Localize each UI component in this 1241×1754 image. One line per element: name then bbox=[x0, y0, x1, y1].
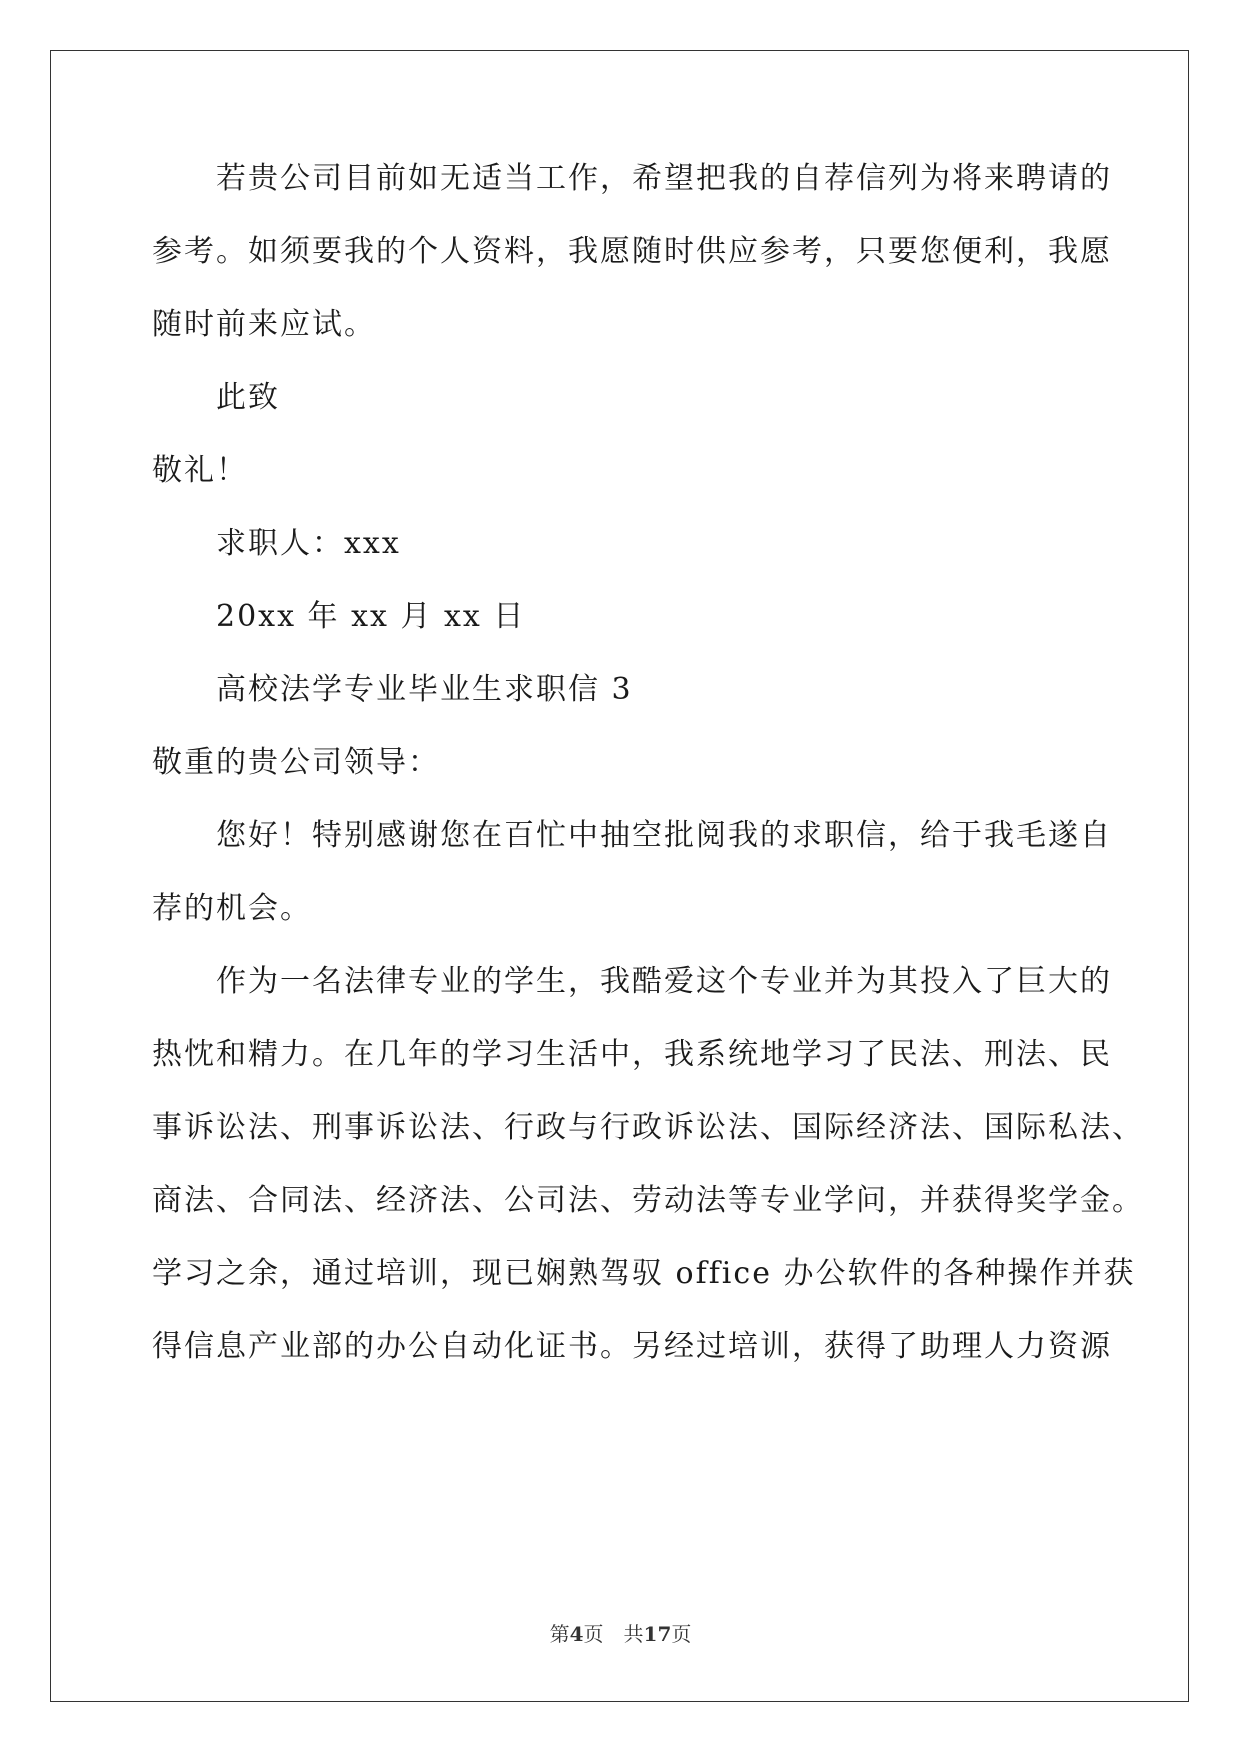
text-line: 荐的机会。 bbox=[152, 891, 312, 926]
text-line: 此致 bbox=[152, 380, 280, 415]
footer-prefix: 第 bbox=[549, 1622, 570, 1646]
text-line: 得信息产业部的办公自动化证书。另经过培训，获得了助理人力资源 bbox=[152, 1329, 1112, 1364]
text-line: 参考。如须要我的个人资料，我愿随时供应参考，只要您便利，我愿 bbox=[152, 234, 1112, 269]
text-line: 敬重的贵公司领导： bbox=[152, 745, 440, 780]
text-line: 高校法学专业毕业生求职信 3 bbox=[152, 672, 633, 707]
text-line: 20xx 年 xx 月 xx 日 bbox=[152, 599, 526, 634]
footer-mid: 页 共 bbox=[583, 1622, 644, 1646]
text-line: 求职人：xxx bbox=[152, 526, 401, 561]
page-border bbox=[50, 50, 1189, 1702]
text-line: 您好！特别感谢您在百忙中抽空批阅我的求职信，给于我毛遂自 bbox=[152, 818, 1112, 853]
text-line: 敬礼！ bbox=[152, 453, 248, 488]
text-line: 商法、合同法、经济法、公司法、劳动法等专业学问，并获得奖学金。 bbox=[152, 1183, 1144, 1218]
text-line: 作为一名法律专业的学生，我酷爱这个专业并为其投入了巨大的 bbox=[152, 964, 1112, 999]
text-line: 若贵公司目前如无适当工作，希望把我的自荐信列为将来聘请的 bbox=[152, 161, 1112, 196]
current-page-number: 4 bbox=[569, 1622, 584, 1646]
text-line: 随时前来应试。 bbox=[152, 307, 376, 342]
text-line: 事诉讼法、刑事诉讼法、行政与行政诉讼法、国际经济法、国际私法、 bbox=[152, 1110, 1144, 1145]
page-footer bbox=[0, 1618, 1241, 1647]
text-line: 热忱和精力。在几年的学习生活中，我系统地学习了民法、刑法、民 bbox=[152, 1037, 1112, 1072]
total-page-count: 17 bbox=[643, 1622, 672, 1646]
footer-suffix: 页 bbox=[671, 1622, 692, 1646]
text-line: 学习之余，通过培训，现已娴熟驾驭 office 办公软件的各种操作并获 bbox=[152, 1256, 1136, 1291]
